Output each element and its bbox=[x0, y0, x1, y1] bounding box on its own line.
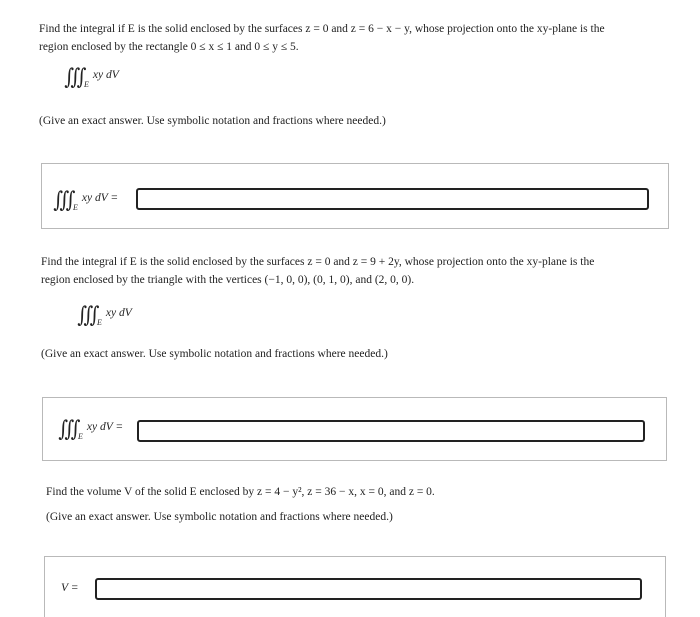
problem-1-prompt-line-1: Find the integral if E is the solid enclosed by the surfaces z = 0 and z = 6 − x − y, whose projection onto the xy-plane is the bbox=[39, 23, 605, 35]
problem-3-instruction: (Give an exact answer. Use symbolic notation and fractions where needed.) bbox=[46, 511, 393, 523]
problem-1-answer-input[interactable] bbox=[136, 188, 649, 210]
integral-region: E bbox=[84, 80, 89, 89]
answer-2-integral bbox=[57, 418, 123, 441]
problem-1-instruction: (Give an exact answer. Use symbolic notation and fractions where needed.) bbox=[39, 115, 386, 127]
problem-2-instruction: (Give an exact answer. Use symbolic notation and fractions where needed.) bbox=[41, 348, 388, 360]
problem-1-answer-panel bbox=[41, 163, 669, 229]
answer-2-label: xy dV = bbox=[86, 421, 124, 433]
problem-2-answer-input[interactable] bbox=[137, 420, 645, 442]
problem-1-integral bbox=[63, 66, 119, 89]
problem-2-prompt-line-2: region enclosed by the triangle with the vertices (−1, 0, 0), (0, 1, 0), and (2, 0, 0). bbox=[41, 274, 415, 286]
triple-integral-icon: ∭ bbox=[58, 416, 75, 441]
problem-3-answer-input[interactable] bbox=[95, 578, 642, 600]
problem-2-integral bbox=[76, 304, 132, 327]
triple-integral-icon: ∭ bbox=[64, 64, 81, 89]
answer-1-integral bbox=[52, 189, 118, 212]
integral-expression: xy dV bbox=[105, 307, 132, 319]
triple-integral-icon: ∭ bbox=[77, 302, 94, 327]
integral-region: E bbox=[78, 432, 83, 441]
answer-1-label: xy dV = bbox=[81, 192, 119, 204]
problem-1-prompt-line-2: region enclosed by the rectangle 0 ≤ x ≤ 1 and 0 ≤ y ≤ 5. bbox=[39, 41, 299, 53]
answer-3-label: V = bbox=[61, 582, 79, 594]
integral-region: E bbox=[73, 203, 78, 212]
integral-expression: xy dV bbox=[92, 69, 119, 81]
problem-2-answer-panel bbox=[42, 397, 667, 461]
problem-3-prompt-line-1: Find the volume V of the solid E enclosed by z = 4 − y², z = 36 − x, x = 0, and z = 0. bbox=[46, 486, 435, 498]
integral-region: E bbox=[97, 318, 102, 327]
triple-integral-icon: ∭ bbox=[53, 187, 70, 212]
problem-2-prompt-line-1: Find the integral if E is the solid enclosed by the surfaces z = 0 and z = 9 + 2y, whose projection onto the xy-plane is the bbox=[41, 256, 595, 268]
problem-3-answer-panel bbox=[44, 556, 666, 617]
